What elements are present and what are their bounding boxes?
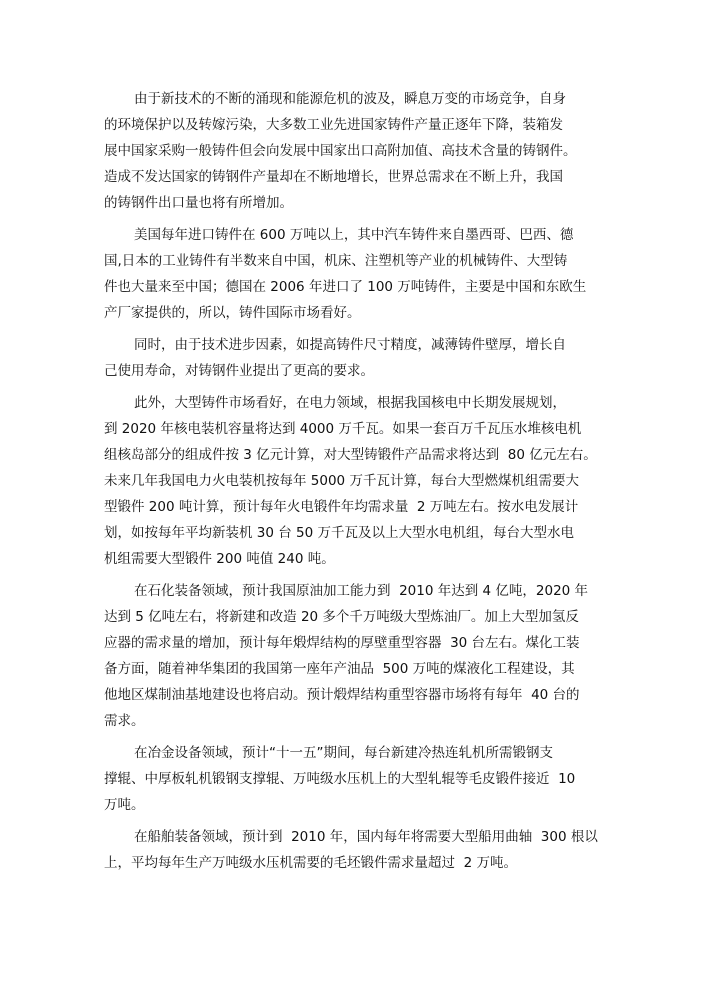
text-line: 同时，由于技术进步因素，如提高铸件尺寸精度，减薄铸件壁厚，增长自	[134, 337, 566, 353]
paragraph-6	[104, 740, 604, 818]
text-line: 的环境保护以及转嫁污染，大多数工业先进国家铸件产量正逐年下降，装箱发	[104, 117, 563, 133]
text-line: 造成不发达国家的铸钢件产量却在不断地增长，世界总需求在不断上升，我国	[104, 169, 563, 185]
text-line: 到 2020 年核电装机容量将达到 4000 万千瓦。如果一套百万千瓦压水堆核电机	[104, 421, 582, 437]
text-line: 国,日本的工业铸件有半数来自中国，机床、注塑机等产业的机械铸件、大型铸	[104, 253, 568, 269]
text-line: 应器的需求量的增加，预计每年煅焊结构的厚壁重型容器 30 台左右。煤化工装	[104, 635, 580, 651]
text-line: 划，如按每年平均新装机 30 台 50 万千瓦及以上大型水电机组，每台大型水电	[104, 525, 575, 541]
text-line: 他地区煤制油基地建设也将启动。预计煅焊结构重型容器市场将有每年 40 台的	[104, 687, 580, 703]
paragraph-1	[104, 86, 604, 216]
text-line: 组核岛部分的组成件按 3 亿元计算，对大型铸锻件产品需求将达到 80 亿元左右。	[104, 447, 597, 463]
text-line: 的铸钢件出口量也将有所增加。	[104, 195, 293, 211]
text-line: 己使用寿命，对铸钢件业提出了更高的要求。	[104, 363, 374, 379]
paragraph-7	[104, 824, 604, 876]
document-body	[104, 86, 604, 882]
text-line: 产厂家提供的，所以，铸件国际市场看好。	[104, 305, 361, 321]
text-line: 上，平均每年生产万吨级水压机需要的毛坯锻件需求量超过 2 万吨。	[104, 855, 517, 871]
text-line: 需求。	[104, 713, 145, 729]
text-line: 此外，大型铸件市场看好，在电力领域，根据我国核电中长期发展规划，	[134, 395, 566, 411]
text-line: 展中国家采购一般铸件但会向发展中国家出口高附加值、高技术含量的铸钢件。	[104, 143, 577, 159]
text-line: 未来几年我国电力火电装机按每年 5000 万千瓦计算，每台大型燃煤机组需要大	[104, 473, 579, 489]
text-line: 由于新技术的不断的涌现和能源危机的波及，瞬息万变的市场竞争，自身	[134, 91, 566, 107]
paragraph-2	[104, 222, 604, 326]
text-line: 美国每年进口铸件在 600 万吨以上，其中汽车铸件来自墨西哥、巴西、德	[134, 227, 574, 243]
text-line: 型锻件 200 吨计算，预计每年火电锻件年均需求量 2 万吨左右。按水电发展计	[104, 499, 579, 515]
text-line: 撑辊、中厚板轧机锻钢支撑辊、万吨级水压机上的大型轧辊等毛皮锻件接近 10	[104, 771, 576, 787]
paragraph-5	[104, 578, 604, 734]
text-line: 万吨。	[104, 797, 145, 813]
text-line: 备方面，随着神华集团的我国第一座年产油品 500 万吨的煤液化工程建设，其	[104, 661, 575, 677]
text-line: 件也大量来至中国；德国在 2006 年进口了 100 万吨铸件，主要是中国和东欧生	[104, 279, 587, 295]
text-line: 在冶金设备领域，预计“十一五”期间，每台新建冷热连轧机所需锻钢支	[134, 745, 553, 761]
text-line: 机组需要大型锻件 200 吨值 240 吨。	[104, 551, 335, 567]
text-line: 在船舶装备领域，预计到 2010 年，国内每年将需要大型船用曲轴 300 根以	[134, 829, 598, 845]
text-line: 达到 5 亿吨左右，将新建和改造 20 多个千万吨级大型炼油厂。加上大型加氢反	[104, 609, 579, 625]
paragraph-3	[104, 332, 604, 384]
text-line: 在石化装备领域，预计我国原油加工能力到 2010 年达到 4 亿吨，2020 年	[134, 583, 589, 599]
paragraph-4	[104, 390, 604, 572]
